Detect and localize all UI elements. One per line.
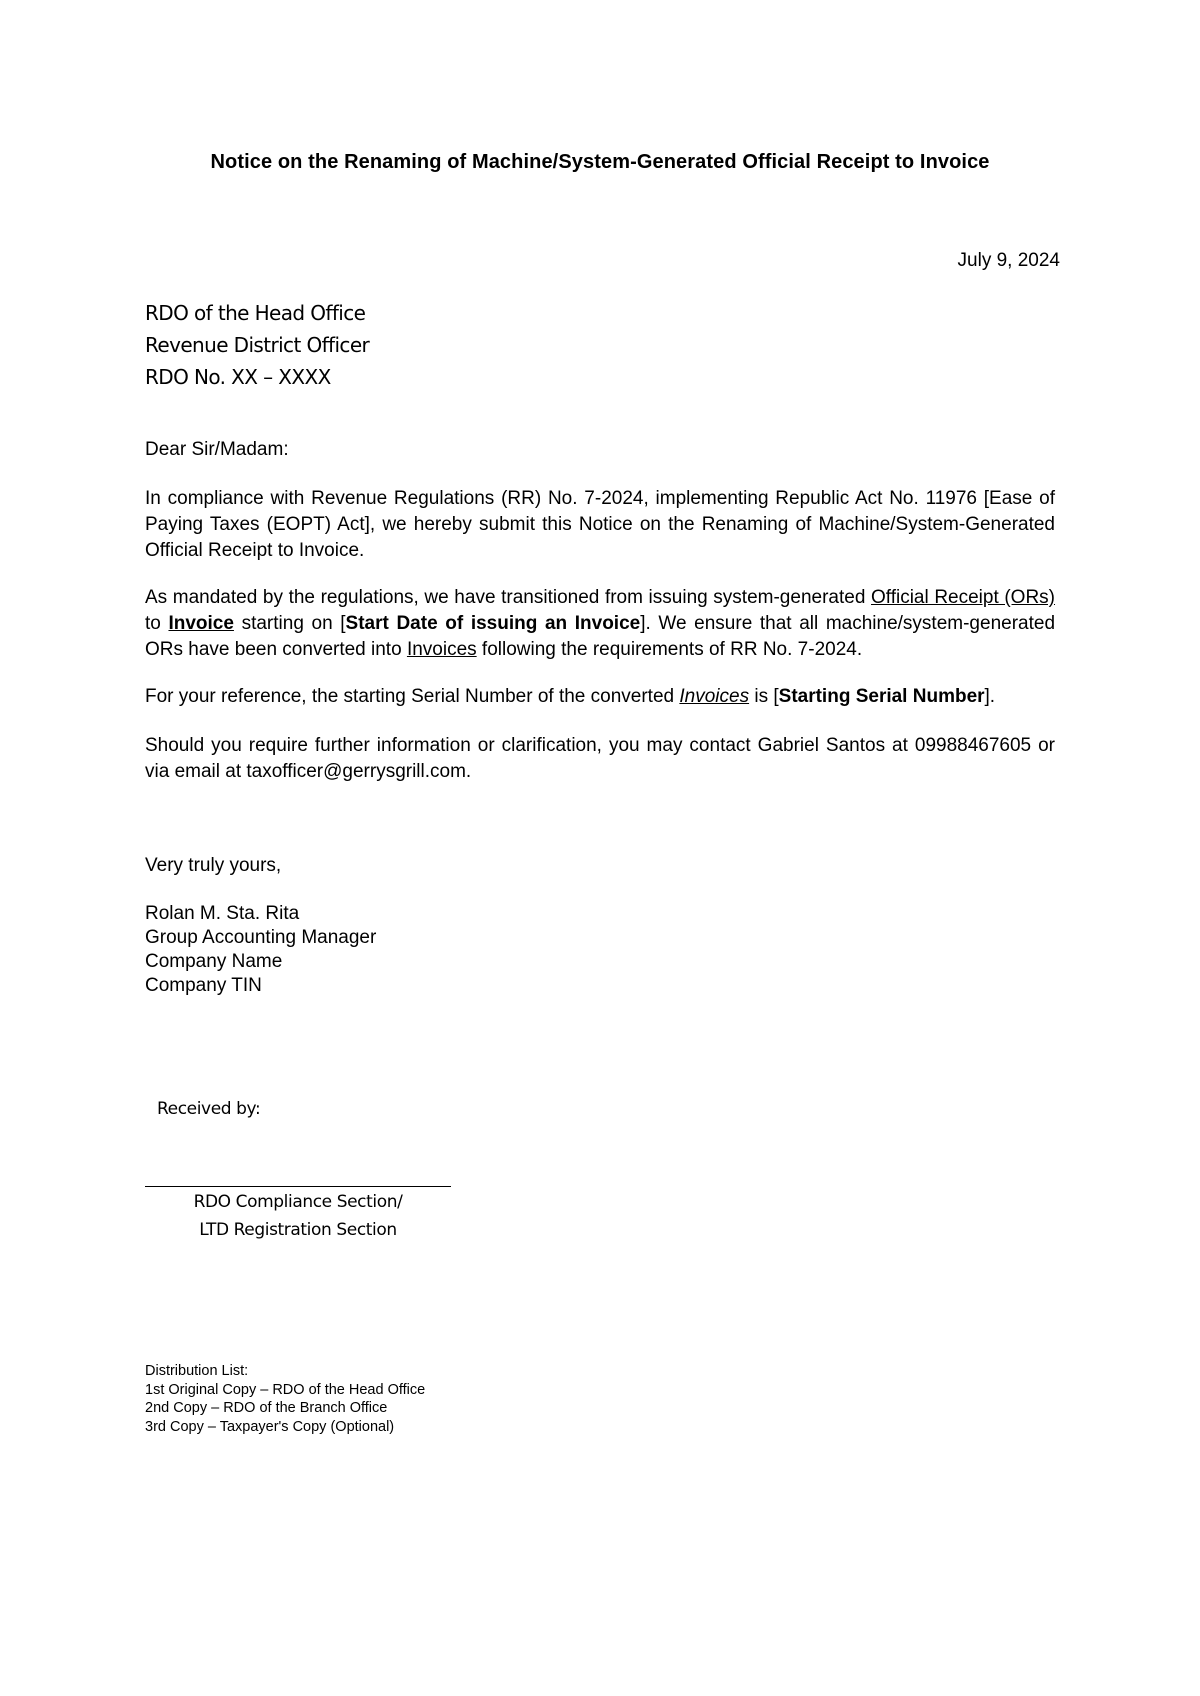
paragraph-contact: Should you require further information or clarification, you may contact Gabriel Santos at 09988467605 or via email at taxofficer@gerrysgrill.com. — [145, 735, 1055, 782]
para2-text-4: ]. We ensure that all machine/system-generated ORs have been converted into — [145, 613, 1056, 660]
receiving-section-line-2: LTD Registration Section — [199, 1220, 397, 1240]
distribution-item: 3rd Copy – Taxpayer's Copy (Optional) — [145, 1418, 395, 1435]
serial-number-placeholder: Starting Serial Number — [778, 686, 985, 707]
start-date-placeholder: Start Date of issuing an Invoice — [345, 613, 641, 634]
signatory-company: Company Name — [145, 951, 283, 972]
para3-text-2: is [ — [749, 686, 779, 707]
paragraph-transition — [145, 585, 1055, 663]
addressee-block — [145, 297, 369, 393]
invoices-underlined: Invoices — [406, 639, 477, 660]
distribution-item: 2nd Copy – RDO of the Branch Office — [145, 1400, 388, 1416]
para2-text-5: following the requirements of RR No. 7-2024. — [476, 639, 863, 660]
received-by-label: Received by: — [157, 1099, 261, 1119]
invoice-bold-underlined: Invoice — [168, 613, 234, 634]
receiving-section-block — [145, 1188, 451, 1244]
closing-phrase: Very truly yours, — [145, 855, 282, 876]
document-title: Notice on the Renaming of Machine/System-Generated Official Receipt to Invoice — [210, 151, 990, 173]
signatory-block — [145, 902, 376, 998]
signatory-position: Group Accounting Manager — [145, 927, 377, 948]
para3-text-3: ]. — [984, 686, 996, 707]
para2-text-3: starting on [ — [233, 613, 346, 634]
para2-text-1: As mandated by the regulations, we have transitioned from issuing system-generated — [145, 587, 871, 608]
paragraph-serial-number — [145, 684, 1055, 710]
addressee-line-3: RDO No. XX – XXXX — [145, 365, 331, 389]
para2-text-2: to — [145, 613, 169, 634]
distribution-item: 1st Original Copy – RDO of the Head Office — [145, 1381, 426, 1398]
addressee-line-1: RDO of the Head Office — [145, 301, 366, 325]
para3-text-1: For your reference, the starting Serial Number of the converted — [145, 686, 680, 707]
receiving-section-line-1: RDO Compliance Section/ — [193, 1192, 403, 1212]
signature-line — [145, 1186, 451, 1187]
paragraph-compliance: In compliance with Revenue Regulations (RR) No. 7-2024, implementing Republic Act No. 11976 [Ease of Paying Taxes (EOPT) Act], we hereby submit this Notice on the Renaming of Machine/System-Generated Official Receipt to Invoice. — [145, 488, 1055, 561]
signatory-name: Rolan M. Sta. Rita — [145, 903, 300, 924]
distribution-heading: Distribution List: — [145, 1363, 249, 1379]
signatory-tin: Company TIN — [145, 975, 262, 996]
salutation: Dear Sir/Madam: — [145, 439, 289, 460]
letter-date: July 9, 2024 — [957, 250, 1060, 271]
addressee-line-2: Revenue District Officer — [145, 333, 370, 357]
invoices-italic-underlined: Invoices — [679, 686, 750, 707]
official-receipt-underlined: Official Receipt (ORs) — [871, 587, 1056, 608]
distribution-list — [145, 1362, 425, 1436]
